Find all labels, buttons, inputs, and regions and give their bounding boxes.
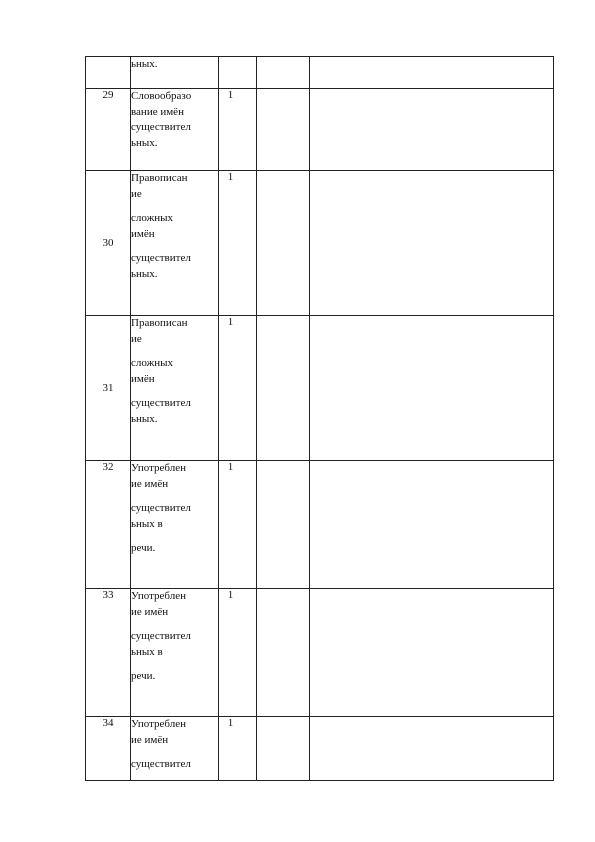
lesson-number-cell: 33: [86, 589, 131, 717]
topic-paragraph: [131, 356, 218, 387]
topic-line: имён: [131, 227, 155, 240]
topic-line: ие имён: [131, 733, 169, 746]
topic-paragraph: [131, 757, 218, 773]
table-body: [86, 57, 554, 781]
hours-cell: [219, 89, 257, 171]
topic-line: Употреблен: [131, 590, 186, 602]
topic-line: ьных в: [131, 645, 163, 658]
table-row: [86, 717, 554, 781]
topic-line: существител: [131, 252, 191, 264]
hours-cell: [219, 316, 257, 461]
topic-line: речи.: [131, 670, 156, 682]
topic-paragraph: [131, 251, 218, 282]
topic-line: ие: [131, 332, 142, 345]
lesson-number-cell: 29: [86, 89, 131, 171]
notes-cell: [310, 316, 554, 461]
hours-value: 1: [227, 717, 234, 729]
topic-line: Правописан: [131, 172, 188, 184]
hours-cell: [219, 57, 257, 89]
topic-line: существител: [131, 397, 191, 409]
topic-line: сложных: [131, 357, 173, 369]
hours-cell: [219, 171, 257, 316]
table-row: [86, 171, 554, 316]
topic-line: существител: [131, 758, 191, 770]
topic-line: ие: [131, 187, 142, 200]
topic-line: Правописан: [131, 317, 188, 329]
lesson-topic-cell: [131, 89, 219, 171]
topic-line: ьных в: [131, 517, 163, 530]
topic-line: ьных.: [131, 58, 158, 70]
topic-line: ие имён: [131, 477, 169, 490]
lesson-number-cell: [86, 57, 131, 89]
topic-line: существител: [131, 502, 191, 514]
notes-cell: [310, 171, 554, 316]
topic-line: существител: [131, 630, 191, 642]
lesson-topic-cell: [131, 57, 219, 89]
lesson-number-cell: 32: [86, 461, 131, 589]
date-cell: [257, 717, 310, 781]
topic-paragraph: [131, 316, 218, 347]
hours-cell: [219, 589, 257, 717]
hours-cell: [219, 461, 257, 589]
topic-paragraph: [131, 57, 218, 73]
topic-line: сложных: [131, 212, 173, 224]
date-cell: [257, 461, 310, 589]
topic-line: Употреблен: [131, 718, 186, 730]
topic-paragraph: [131, 211, 218, 242]
topic-line: вание имён: [131, 105, 184, 118]
topic-paragraph: [131, 629, 218, 660]
topic-line: существител: [131, 121, 191, 133]
table-row: [86, 316, 554, 461]
topic-line: речи.: [131, 542, 156, 554]
topic-line: Употреблен: [131, 462, 186, 474]
table-row: [86, 589, 554, 717]
topic-line: Словообразо: [131, 90, 192, 102]
topic-paragraph: [131, 589, 218, 620]
topic-line: ие имён: [131, 605, 169, 618]
table-row: [86, 89, 554, 171]
topic-paragraph: [131, 461, 218, 492]
topic-line: ьных.: [131, 136, 158, 149]
notes-cell: [310, 461, 554, 589]
hours-cell: [219, 717, 257, 781]
topic-paragraph: [131, 541, 218, 557]
topic-paragraph: [131, 501, 218, 532]
notes-cell: [310, 57, 554, 89]
topic-paragraph: [131, 171, 218, 202]
date-cell: [257, 171, 310, 316]
hours-value: 1: [227, 171, 234, 183]
topic-line: ьных.: [131, 412, 158, 425]
hours-value: 1: [227, 89, 234, 101]
notes-cell: [310, 589, 554, 717]
hours-value: 1: [227, 316, 234, 328]
topic-paragraph: [131, 396, 218, 427]
date-cell: [257, 316, 310, 461]
lesson-topic-cell: [131, 171, 219, 316]
topic-paragraph: [131, 669, 218, 685]
lesson-number-cell: 31: [86, 316, 131, 461]
notes-cell: [310, 717, 554, 781]
topic-paragraph: [131, 717, 218, 748]
topic-line: ьных.: [131, 267, 158, 280]
lesson-topic-cell: [131, 461, 219, 589]
lesson-plan-table: [85, 56, 554, 781]
lesson-topic-cell: [131, 717, 219, 781]
date-cell: [257, 89, 310, 171]
lesson-number-cell: 34: [86, 717, 131, 781]
table-row: [86, 461, 554, 589]
notes-cell: [310, 89, 554, 171]
lesson-number-cell: 30: [86, 171, 131, 316]
hours-value: 1: [227, 461, 234, 473]
hours-value: 1: [227, 589, 234, 601]
date-cell: [257, 589, 310, 717]
lesson-topic-cell: [131, 589, 219, 717]
date-cell: [257, 57, 310, 89]
lesson-topic-cell: [131, 316, 219, 461]
topic-line: имён: [131, 372, 155, 385]
table-row: [86, 57, 554, 89]
topic-paragraph: [131, 89, 218, 151]
